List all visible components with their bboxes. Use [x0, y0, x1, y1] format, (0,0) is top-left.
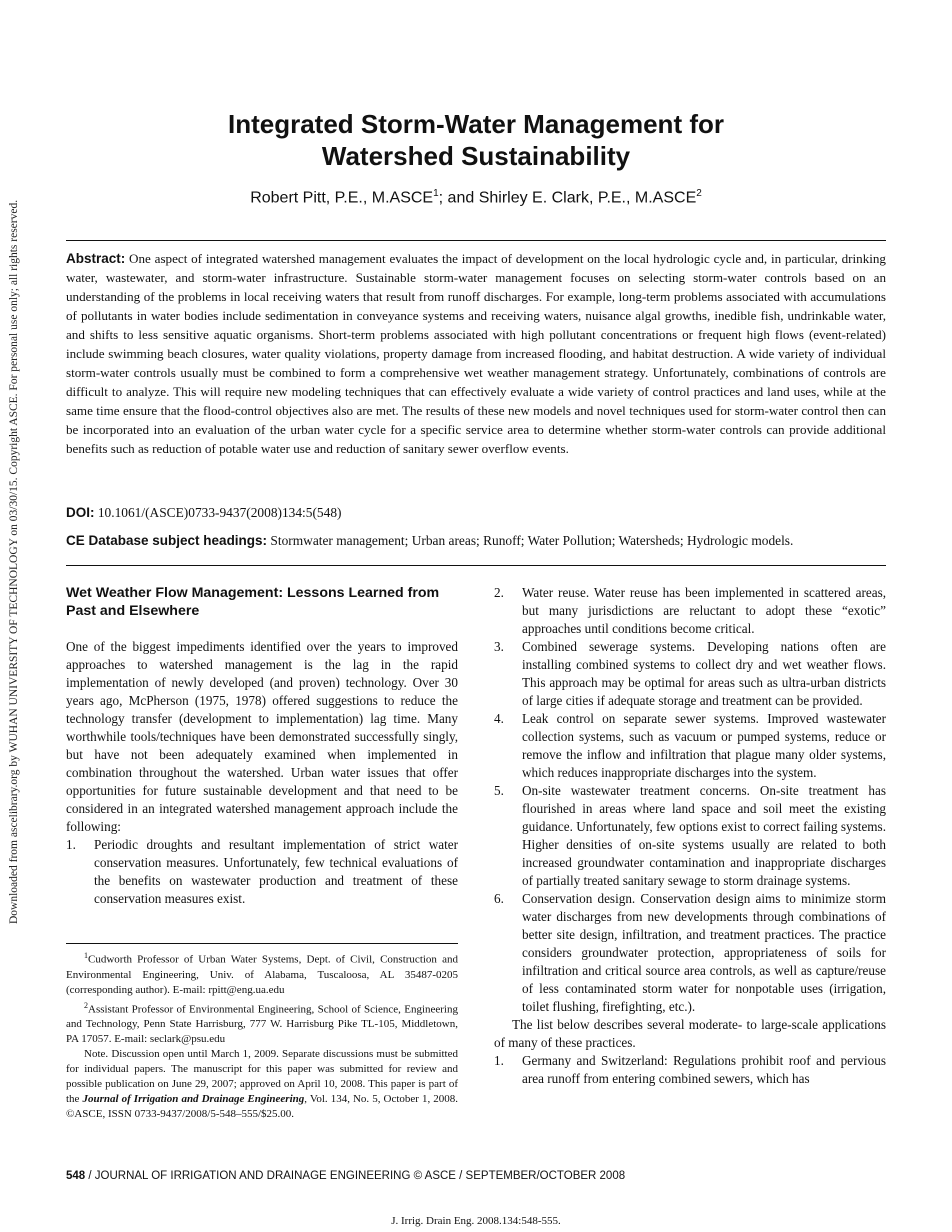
list-item: [494, 1052, 886, 1088]
footnote-1-text: Cudworth Professor of Urban Water Systems, Dept. of Civil, Construction and Environmental Engineering, Univ. of Alabama, Tuscaloosa, AL 35487-0205 (corresponding author). E-mail: rpitt@eng.ua.edu: [66, 953, 458, 996]
issues-list-continued: [494, 584, 886, 1016]
list-item: [494, 710, 886, 782]
doi-line: [66, 505, 886, 521]
citation-line: J. Irrig. Drain Eng. 2008.134:548-555.: [391, 1215, 561, 1227]
note-text-b: , Vol. 134, No. 5, October 1, 2008. ©ASCE, ISSN 0733-9437/2008/5-548–555/$25.00.: [66, 1093, 458, 1121]
list-item-text: Water reuse. Water reuse has been implemented in scattered areas, but many jurisdictions are reluctant to adopt these “exotic” approaches until conditions become critical.: [522, 585, 886, 636]
subject-headings-label: CE Database subject headings:: [66, 533, 268, 548]
footnotes: [66, 943, 458, 1122]
footnote-2-mark: 2: [84, 1000, 88, 1010]
download-watermark: Downloaded from ascelibrary.org by WUHAN UNIVERSITY OF TECHNOLOGY on 03/30/15. Copyright ASCE. For personal use only; all rights reserved.: [8, 199, 20, 924]
applications-list: [494, 1052, 886, 1088]
title-line-1: Integrated Storm-Water Management for: [228, 109, 724, 139]
list-item-number: 2.: [494, 585, 504, 600]
list-item-number: 1.: [494, 1053, 504, 1068]
author-2: Shirley E. Clark, P.E., M.ASCE: [478, 189, 697, 207]
list-item-number: 3.: [494, 639, 504, 654]
list-item-text: On-site wastewater treatment concerns. On-site treatment has flourished in areas where land space and soil meet the existing guidance. Unfortunately, few options exist to correct failing systems. Higher densities of on-site systems usually are related to both increased groundwater contamination and inappropriate discharges of partially treated sanitary sewage to storm drainage systems.: [522, 783, 886, 888]
left-column: [66, 584, 458, 908]
list-item: [494, 782, 886, 890]
author-1-affil: 1: [433, 188, 439, 199]
author-2-affil: 2: [696, 188, 702, 199]
abstract-text: One aspect of integrated watershed management evaluates the impact of development on the local hydrologic cycle and, in particular, drinking water, wastewater, and storm-water infrastructure. Sustainable storm-water management focuses on selecting storm-water controls based on an understanding of the problems in local receiving waters that result from runoff discharges. For example, long-term problems associated with accumulations of pollutants in water bodies include sedimentation in conveyance systems and receiving waters, nuisance algal growths, inedible fish, undrinkable water, and shifts to less sensitive aquatic organisms. Short-term problems associated with high pollutant concentrations or frequent high flows (event-related) include swimming beach closures, water quality violations, property damage from increased flooding, and habitat destruction. A wide variety of individual storm-water controls usually must be combined to form a comprehensive wet weather management strategy. Unfortunately, combinations of controls are difficult to analyze. This will require new modeling techniques that can effectively evaluate a wide variety of control practices and land uses, while at the same time ensure that the flood-control objectives also are met. The results of these new models and novel techniques used for storm-water control then can be incorporated into an evaluation of the urban water cycle for a specific service area to determine whether storm-water controls can provide additional benefits such as reduction of potable water use and reduction of sanitary sewer overflow events.: [66, 251, 886, 456]
subject-headings-value: Stormwater management; Urban areas; Runoff; Water Pollution; Watersheds; Hydrologic models.: [270, 533, 794, 548]
list-item-number: 1.: [66, 837, 76, 852]
author-line: [66, 188, 886, 207]
paper-title: [66, 108, 886, 172]
list-item-number: 6.: [494, 891, 504, 906]
footnote-2-text: Assistant Professor of Environmental Engineering, School of Science, Engineering and Technology, Penn State Harrisburg, 777 W. Harrisburg Pike TL-105, Middletown, PA 17057. E-mail: seclark@psu.edu: [66, 1003, 458, 1046]
list-item-text: Leak control on separate sewer systems. Improved wastewater collection systems, such as vacuum or pumped systems, reduce or remove the inflow and infiltration that plague many older systems, which reduces inappropriate discharges into the system.: [522, 711, 886, 780]
doi-value[interactable]: 10.1061/(ASCE)0733-9437(2008)134:5(548): [97, 505, 342, 520]
list-item: [494, 638, 886, 710]
footnote-1-mark: 1: [84, 951, 88, 960]
discussion-note: [66, 1047, 458, 1122]
abstract-bottom-rule: [66, 565, 886, 566]
subject-headings: [66, 533, 896, 549]
journal-name: Journal of Irrigation and Drainage Engineering: [82, 1093, 305, 1106]
title-line-2: Watershed Sustainability: [321, 141, 631, 171]
list-intro-paragraph: The list below describes several moderate- to large-scale applications of many of these practices.: [494, 1017, 886, 1050]
abstract: [66, 249, 886, 458]
issues-list: [66, 836, 458, 908]
abstract-label: Abstract:: [66, 251, 126, 266]
top-rule: [66, 240, 886, 241]
footnote-2: [66, 998, 458, 1048]
doi-label: DOI:: [66, 505, 95, 520]
page-number: 548: [66, 1170, 86, 1182]
footnote-1: [66, 948, 458, 998]
right-column: [494, 584, 886, 1088]
intro-paragraph: One of the biggest impediments identified over the years to improved approaches to watershed management is the lag in the rapid implementation of newly developed (and proven) technology. Over 30 years ago, McPherson (1975, 1978) offered suggestions to reduce the technology transfer (development to implementation) lag time. Many worthwhile tools/techniques have been demonstrated successfully singly, but have not been adequately examined when implemented in combination throughout the watershed. Urban water issues that offer opportunities for future sustainable development and that need to be considered in an integrated watershed management approach include the following:: [66, 639, 458, 834]
author-separator: ; and: [438, 189, 479, 207]
list-item-text: Combined sewerage systems. Developing nations often are installing combined systems to collect dry and wet weather flows. This approach may be optimal for areas such as ultra-urban districts of large cities if adequate storage and treatment can be provided.: [522, 639, 886, 708]
journal-footer-text: / JOURNAL OF IRRIGATION AND DRAINAGE ENGINEERING © ASCE / SEPTEMBER/OCTOBER 2008: [85, 1170, 626, 1182]
author-1: Robert Pitt, P.E., M.ASCE: [250, 189, 434, 207]
list-item-number: 4.: [494, 711, 504, 726]
section-heading: Wet Weather Flow Management: Lessons Learned from Past and Elsewhere: [66, 585, 440, 619]
list-item-text: Germany and Switzerland: Regulations prohibit roof and pervious area runoff from entering combined sewers, which has: [522, 1053, 886, 1086]
list-item-text: Periodic droughts and resultant implementation of strict water conservation measures. Unfortunately, few technical evaluations of the benefits on wastewater production and treatment of these conservation measures exist.: [94, 837, 458, 906]
note-text-a: Note. Discussion open until March 1, 2009. Separate discussions must be submitted for individual papers. The manuscript for this paper was submitted for review and possible publication on June 29, 2007; approved on April 10, 2008. This paper is part of the: [66, 1048, 458, 1106]
list-item-number: 5.: [494, 783, 504, 798]
list-item: [494, 890, 886, 1016]
list-item: [66, 836, 458, 908]
page-footer: [66, 1170, 625, 1182]
list-item-text: Conservation design. Conservation design aims to minimize storm water discharges from new developments through combinations of better site design, infiltration, and treatment practices. The practice considers groundwater protection, appropriateness of soils for infiltration and critical source area controls, as well as capture/reuse of less contaminated storm water for nonpotable uses (irrigation, toilet flushing, firefighting, etc.).: [522, 891, 886, 1014]
list-item: [494, 584, 886, 638]
